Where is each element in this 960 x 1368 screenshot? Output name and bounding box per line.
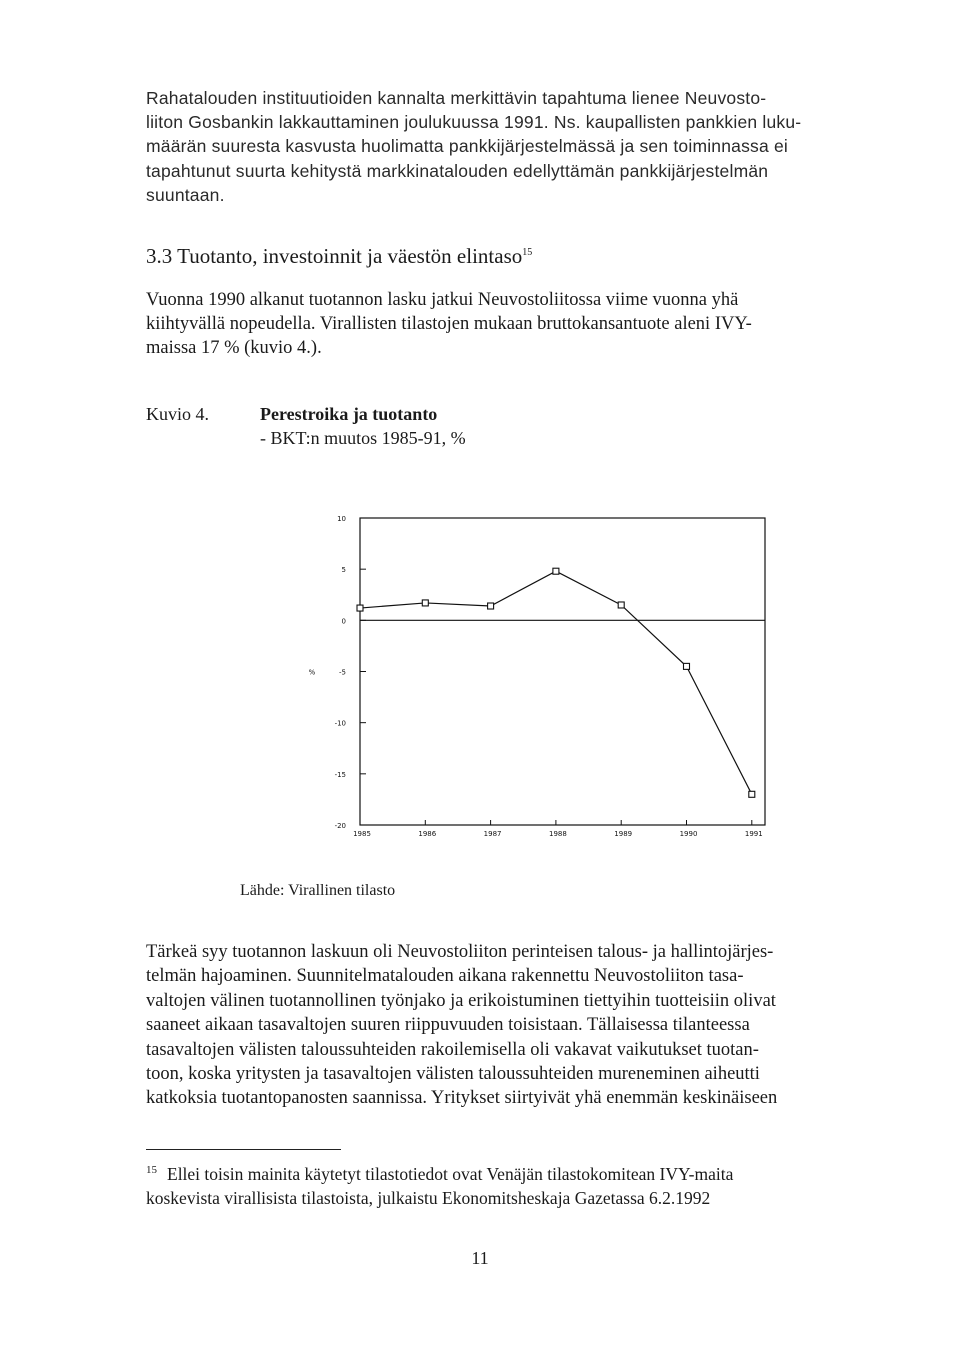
text-line: maissa 17 % (kuvio 4.).	[146, 338, 322, 359]
chart-frame	[360, 518, 765, 825]
x-tick-label: 1985	[353, 830, 371, 838]
section-paragraph	[146, 288, 814, 361]
footnote-divider	[146, 1149, 341, 1150]
data-point-marker	[618, 602, 624, 608]
text-line: suuntaan.	[146, 184, 225, 205]
y-tick-label: -20	[334, 822, 346, 830]
data-point-marker	[749, 791, 755, 797]
data-point-marker	[684, 663, 690, 669]
x-tick-label: 1986	[418, 830, 437, 838]
y-tick-label: 5	[341, 566, 346, 575]
text-line: telmän hajoaminen. Suunnitelmatalouden aikana rakennettu Neuvostoliiton tasa-	[146, 966, 744, 987]
gdp-change-chart	[300, 500, 780, 845]
section-heading	[146, 244, 532, 269]
y-tick-label: 0	[341, 617, 346, 626]
x-axis-ticks	[353, 820, 763, 838]
text-line: Tärkeä syy tuotannon laskuun oli Neuvostoliiton perinteisen talous- ja hallintojärjes-	[146, 942, 774, 962]
footnote	[146, 1158, 814, 1210]
x-tick-label: 1990	[679, 830, 698, 838]
figure-subtitle: - BKT:n muutos 1985-91, %	[260, 428, 466, 448]
data-point-marker	[357, 605, 363, 611]
x-tick-label: 1991	[744, 830, 763, 838]
series-line	[357, 568, 755, 797]
section-heading-text: 3.3 Tuotanto, investoinnit ja väestön elintaso	[146, 244, 523, 268]
y-tick-label: 10	[337, 515, 346, 523]
figure-label: Kuvio 4.	[146, 404, 209, 424]
y-tick-label: -5	[339, 668, 346, 677]
text-line: tasavaltojen välisten taloussuhteiden rakoilemisella oli vakavat vaikutukset tuotan-	[146, 1039, 759, 1060]
text-line: valtojen välinen tuotannollinen työnjako ja erikoistuminen tiettyihin tuotteisiin olivat	[146, 990, 776, 1011]
page-number: 11	[471, 1248, 489, 1268]
footnote-mark: 15	[146, 1164, 157, 1176]
text-line: liiton Gosbankin lakkauttaminen joulukuussa 1991. Ns. kaupallisten pankkien luku-	[146, 112, 802, 133]
figure-title: Perestroika ja tuotanto	[260, 404, 438, 424]
text-line: tapahtunut suurta kehitystä markkinatalouden edellyttämän pankkijärjestelmän	[146, 160, 769, 181]
footnote-line: Ellei toisin mainita käytetyt tilastotiedot ovat Venäjän tilastokomitean IVY-maita	[167, 1163, 734, 1184]
y-tick-label: -15	[334, 770, 346, 779]
footnote-reference: 15	[522, 247, 533, 258]
source-note: Lähde: Virallinen tilasto	[240, 882, 396, 899]
intro-paragraph	[146, 86, 814, 207]
body-paragraph	[146, 940, 814, 1111]
data-point-marker	[422, 600, 428, 606]
x-tick-label: 1989	[614, 830, 633, 838]
data-point-marker	[553, 568, 559, 574]
text-line: Vuonna 1990 alkanut tuotannon lasku jatkui Neuvostoliitossa viime vuonna yhä	[146, 290, 739, 310]
y-axis-ticks	[309, 515, 366, 830]
y-axis-label: %	[308, 668, 316, 677]
y-tick-label: -10	[334, 719, 346, 728]
footnote-line: koskevista virallisista tilastoista, julkaistu Ekonomitsheskaja Gazetassa 6.2.1992	[146, 1187, 711, 1208]
data-point-marker	[488, 603, 494, 609]
plot-border	[360, 518, 765, 825]
text-line: Rahatalouden instituutioiden kannalta merkittävin tapahtuma lienee Neuvosto-	[146, 88, 767, 108]
data-line	[360, 571, 752, 794]
text-line: kiihtyvällä nopeudella. Virallisten tilastojen mukaan bruttokansantuote aleni IVY-	[146, 314, 752, 335]
text-line: toon, koska yritysten ja tasavaltojen välisten taloussuhteiden mureneminen aiheutti	[146, 1064, 760, 1085]
x-tick-label: 1987	[483, 830, 502, 838]
text-line: määrän suuresta kasvusta huolimatta pankkijärjestelmässä ja sen toiminnassa ei	[146, 136, 789, 157]
x-tick-label: 1988	[548, 830, 567, 838]
text-line: saaneet aikaan tasavaltojen suuren riippuvuuden toisistaan. Tällaisessa tilanteessa	[146, 1015, 750, 1036]
text-line: katkoksia tuotantopanosten saannissa. Yritykset siirtyivät yhä enemmän keskinäiseen	[146, 1088, 778, 1109]
